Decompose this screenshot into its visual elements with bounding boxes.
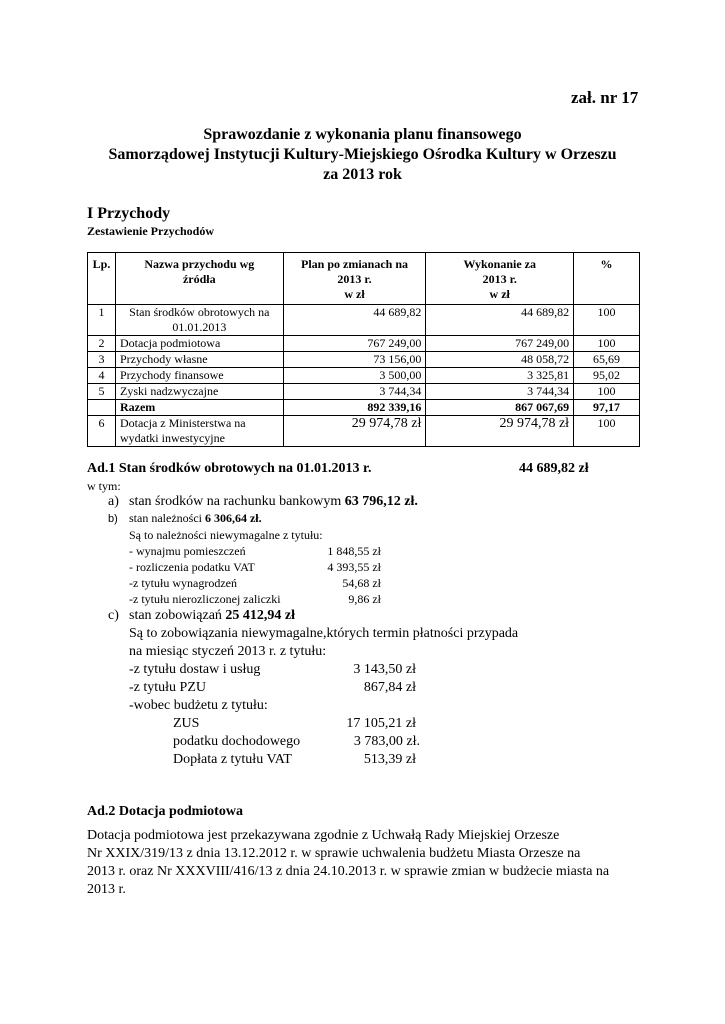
ad1-c-budget: -wobec budżetu z tytułu: [129, 698, 268, 713]
cell-percent: 65,69 [574, 352, 640, 368]
header-name: Nazwa przychodu wg źródła [115, 253, 283, 305]
receivable-label: - rozliczenia podatku VAT [129, 560, 255, 574]
cell-lp: 2 [88, 336, 116, 352]
ad1-a-item: stan środków na rachunku bankowym 63 796,12 zł. [129, 494, 418, 509]
liability-value: 867,84 zł [363, 680, 416, 695]
report-title-line3: za 2013 rok [323, 166, 402, 183]
cell-execution: 48 058,72 [426, 352, 574, 368]
header-lp: Lp. [88, 253, 116, 305]
cell-name: Przychody finansowe [115, 368, 283, 384]
ad1-b-item: stan należności 6 306,64 zł. [129, 511, 262, 525]
report-title-line1: Sprawozdanie z wykonania planu finansowego [203, 126, 522, 143]
cell-percent: 100 [574, 305, 640, 336]
receivable-value: 1 848,55 zł [327, 544, 381, 558]
ad2-line2: Nr XXIX/319/13 z dnia 13.12.2012 r. w sprawie uchwalenia budżetu Miasta Orzesze na [87, 846, 581, 861]
table-header-row [88, 253, 640, 305]
ad1-c-item: stan zobowiązań 25 412,94 zł [129, 608, 296, 623]
ad2-line3: 2013 r. oraz Nr XXXVIII/416/13 z dnia 24.10.2013 r. w sprawie zmian w budżecie miasta na [87, 864, 610, 879]
liability-label: -z tytułu dostaw i usług [129, 662, 261, 677]
ad2-line1: Dotacja podmiotowa jest przekazywana zgodnie z Uchwałą Rady Miejskiej Orzesze [87, 828, 560, 843]
cell-execution: 767 249,00 [426, 336, 574, 352]
receivable-value: 54,68 zł [342, 576, 381, 590]
cell-execution: 3 744,34 [426, 384, 574, 400]
attachment-number: zał. nr 17 [571, 88, 639, 107]
cell-plan: 29 974,78 zł [283, 416, 426, 447]
receivable-value: 4 393,55 zł [327, 560, 381, 574]
budget-label: podatku dochodowego [173, 734, 301, 749]
budget-label: Dopłata z tytułu VAT [173, 752, 292, 767]
budget-label: ZUS [173, 716, 200, 731]
revenue-table [87, 252, 640, 447]
header-execution: Wykonanie za 2013 r. w zł [426, 253, 574, 305]
cell-plan: 73 156,00 [283, 352, 426, 368]
table-row [88, 336, 640, 352]
ad1-in-that: w tym: [87, 479, 121, 493]
cell-execution: 44 689,82 [426, 305, 574, 336]
cell-lp: 5 [88, 384, 116, 400]
receivable-label: - wynajmu pomieszczeń [129, 544, 246, 558]
section-subheading: Zestawienie Przychodów [87, 224, 214, 238]
cell-execution: 3 325,81 [426, 368, 574, 384]
ad1-a-label: a) [108, 494, 119, 509]
cell-lp: 6 [88, 416, 116, 447]
cell-name: Dotacja z Ministerstwa na wydatki inwestycyjne [115, 416, 283, 447]
ad1-c-note1: Są to zobowiązania niewymagalne,których termin płatności przypada [129, 626, 519, 641]
budget-value: 17 105,21 zł [346, 716, 416, 731]
table-total-row [88, 400, 640, 416]
receivable-label: -z tytułu nierozliczonej zaliczki [129, 592, 281, 606]
cell-lp: 3 [88, 352, 116, 368]
table-row [88, 368, 640, 384]
cell-plan: 767 249,00 [283, 336, 426, 352]
liability-value: 3 143,50 zł [353, 662, 416, 677]
cell-name: Stan środków obrotowych na 01.01.2013 [115, 305, 283, 336]
header-plan: Plan po zmianach na 2013 r. w zł [283, 253, 426, 305]
cell-percent: 97,17 [574, 400, 640, 416]
cell-execution: 29 974,78 zł [426, 416, 574, 447]
cell-name: Zyski nadzwyczajne [115, 384, 283, 400]
cell-execution: 867 067,69 [426, 400, 574, 416]
cell-percent: 95,02 [574, 368, 640, 384]
cell-plan: 3 744,34 [283, 384, 426, 400]
report-title-line2: Samorządowej Instytucji Kultury-Miejskiego Ośrodka Kultury w Orzeszu [108, 146, 617, 163]
receivable-label: -z tytułu wynagrodzeń [129, 576, 237, 590]
ad2-line4: 2013 r. [87, 882, 126, 897]
budget-value: 513,39 zł [363, 752, 416, 767]
cell-plan: 892 339,16 [283, 400, 426, 416]
ad1-b-note: Są to należności niewymagalne z tytułu: [129, 528, 323, 542]
cell-lp: 1 [88, 305, 116, 336]
table-row [88, 384, 640, 400]
ad1-amount: 44 689,82 zł [519, 461, 589, 476]
table-row [88, 305, 640, 336]
cell-name: Razem [115, 400, 283, 416]
ad1-heading: Ad.1 Stan środków obrotowych na 01.01.2013 r. [87, 461, 372, 476]
table-row [88, 352, 640, 368]
budget-value: 3 783,00 zł. [353, 734, 420, 749]
receivable-value: 9,86 zł [348, 592, 381, 606]
header-percent: % [574, 253, 640, 305]
cell-plan: 3 500,00 [283, 368, 426, 384]
cell-lp: 4 [88, 368, 116, 384]
table-row [88, 416, 640, 447]
cell-lp [88, 400, 116, 416]
ad1-c-note2: na miesiąc styczeń 2013 r. z tytułu: [129, 644, 327, 659]
cell-percent: 100 [574, 416, 640, 447]
cell-percent: 100 [574, 336, 640, 352]
liability-label: -z tytułu PZU [129, 680, 206, 695]
cell-percent: 100 [574, 384, 640, 400]
ad2-heading: Ad.2 Dotacja podmiotowa [87, 804, 243, 819]
ad1-c-label: c) [108, 608, 119, 623]
ad1-b-label: b) [108, 513, 118, 525]
cell-name: Dotacja podmiotowa [115, 336, 283, 352]
section-heading: I Przychody [87, 205, 171, 222]
cell-plan: 44 689,82 [283, 305, 426, 336]
cell-name: Przychody własne [115, 352, 283, 368]
